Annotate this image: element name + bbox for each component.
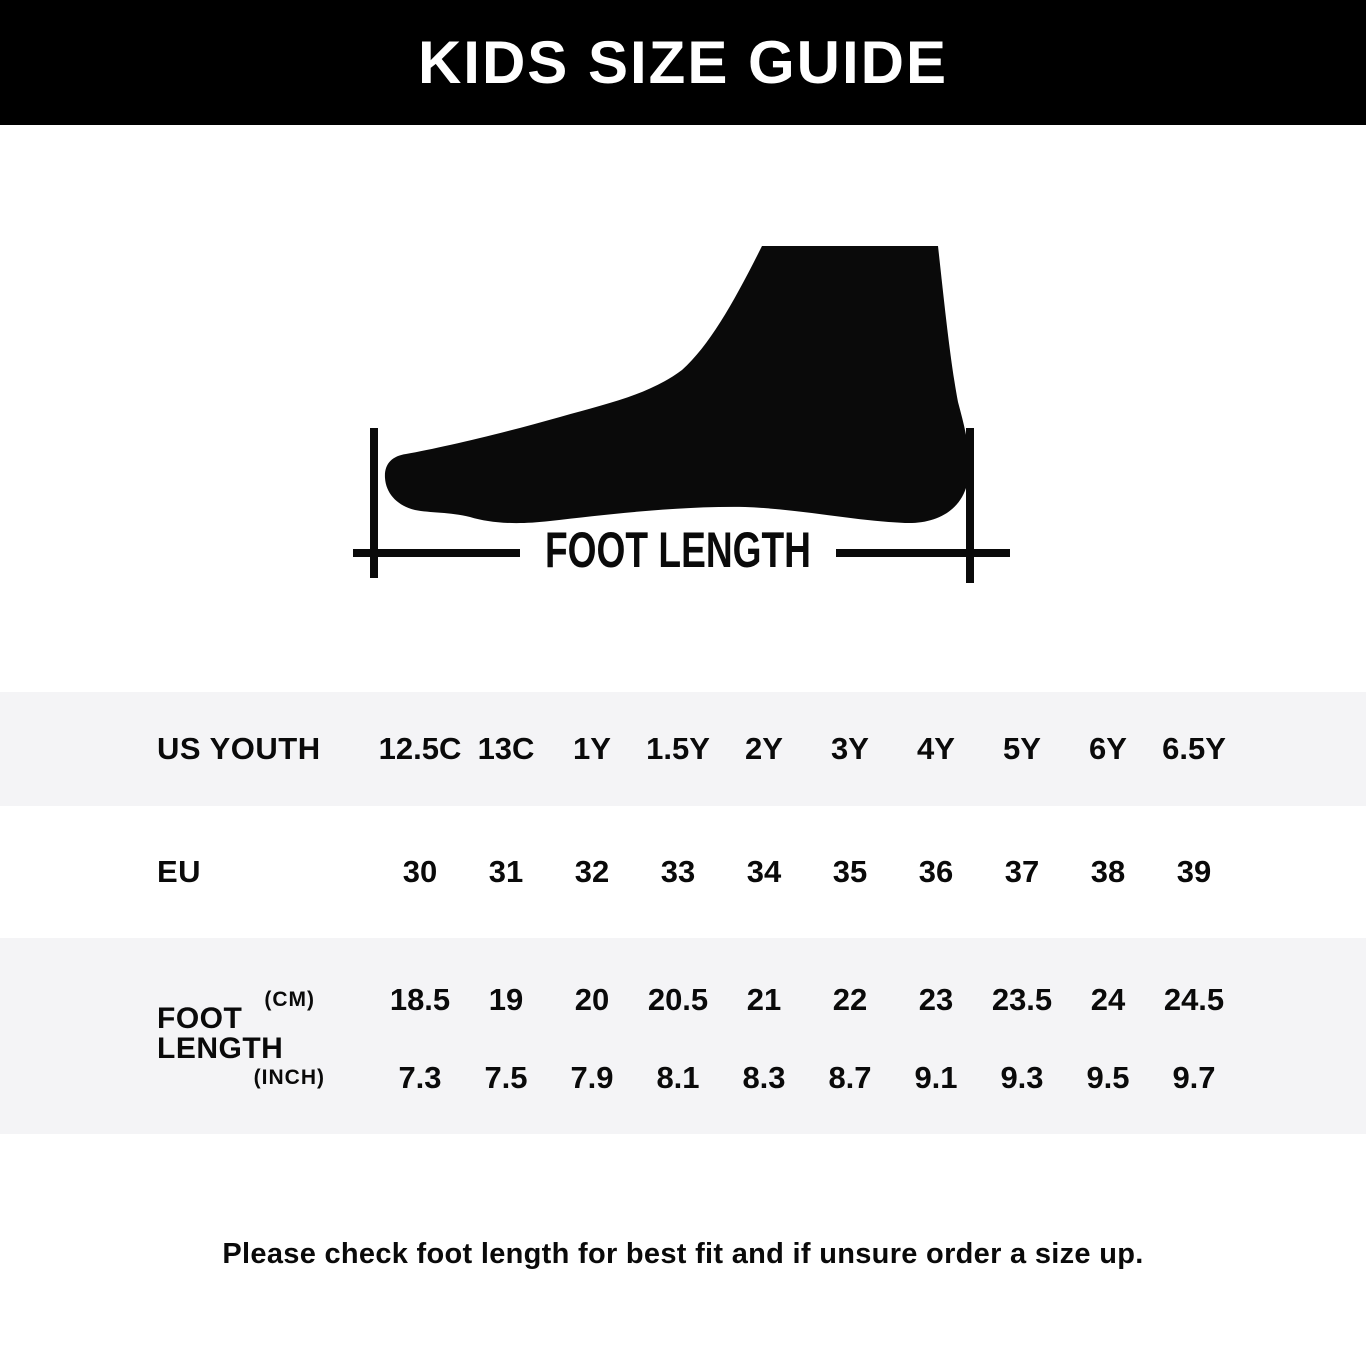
table-cell: 35: [832, 854, 868, 889]
table-cell: 31: [488, 854, 524, 889]
table-cell: 8.3: [742, 1060, 786, 1095]
foot-silhouette-icon: [385, 246, 969, 523]
table-cell: 6.5Y: [1162, 731, 1226, 766]
table-cell: 7.9: [570, 1060, 614, 1095]
table-cell: 9.5: [1086, 1060, 1130, 1095]
table-cell: 24: [1090, 982, 1126, 1017]
table-cell: 21: [746, 982, 782, 1017]
table-cell: 20: [574, 982, 610, 1017]
table-cell: 23: [918, 982, 954, 1017]
row-label-foot-length-line1: FOOT: [157, 1002, 243, 1035]
table-cell: 12.5C: [378, 731, 462, 766]
foot-measurement-diagram: [0, 125, 1366, 692]
table-cell: 13C: [477, 731, 535, 766]
table-cell: 33: [660, 854, 696, 889]
table-cell: 1.5Y: [646, 731, 710, 766]
table-cell: 20.5: [647, 982, 709, 1017]
table-cell: 9.3: [1000, 1060, 1044, 1095]
footer-area: [0, 1134, 1366, 1366]
table-cell: 22: [832, 982, 868, 1017]
table-cell: 30: [402, 854, 438, 889]
measure-tick-right: [966, 428, 974, 583]
table-cell: 9.1: [914, 1060, 958, 1095]
table-cell: 39: [1176, 854, 1212, 889]
table-cell: 38: [1090, 854, 1126, 889]
table-cell: 19: [488, 982, 524, 1017]
table-cell: 7.3: [398, 1060, 442, 1095]
table-cell: 5Y: [1003, 731, 1041, 766]
unit-label-cm: (CM): [264, 988, 315, 1011]
table-cell: 2Y: [745, 731, 783, 766]
table-cell: 32: [574, 854, 610, 889]
table-cell: 9.7: [1172, 1060, 1216, 1095]
table-cell: 24.5: [1163, 982, 1225, 1017]
table-cell: 7.5: [484, 1060, 528, 1095]
table-row-us-youth: [0, 692, 1366, 806]
footer-note: Please check foot length for best fit and if unsure order a size up.: [222, 1238, 1144, 1270]
table-row-foot-length: [0, 938, 1366, 1134]
table-cell: 37: [1004, 854, 1040, 889]
table-cell: 36: [918, 854, 954, 889]
header-bar: [0, 0, 1366, 125]
table-cell: 1Y: [573, 731, 611, 766]
table-cell: 23.5: [991, 982, 1053, 1017]
table-cell: 4Y: [917, 731, 955, 766]
table-subrow-cm: [0, 972, 1366, 1028]
table-cell: 34: [746, 854, 782, 889]
table-cell: 6Y: [1089, 731, 1127, 766]
page-title: KIDS SIZE GUIDE: [417, 29, 949, 96]
row-label-us-youth: US YOUTH: [157, 731, 321, 766]
table-row-eu: [0, 806, 1366, 938]
measure-line-right: [836, 549, 1010, 557]
foot-length-dimension-label: FOOT LENGTH: [545, 522, 811, 578]
table-cell: 18.5: [389, 982, 451, 1017]
measure-line-left: [353, 549, 520, 557]
table-cell: 8.7: [828, 1060, 872, 1095]
row-label-foot-length-line2: LENGTH: [157, 1032, 284, 1065]
table-cell: 8.1: [656, 1060, 700, 1095]
table-cell: 3Y: [831, 731, 869, 766]
foot-diagram-svg: [0, 125, 1366, 692]
table-subrow-inch: [0, 1050, 1366, 1106]
unit-label-inch: (INCH): [253, 1066, 325, 1089]
row-label-eu: EU: [157, 854, 202, 889]
